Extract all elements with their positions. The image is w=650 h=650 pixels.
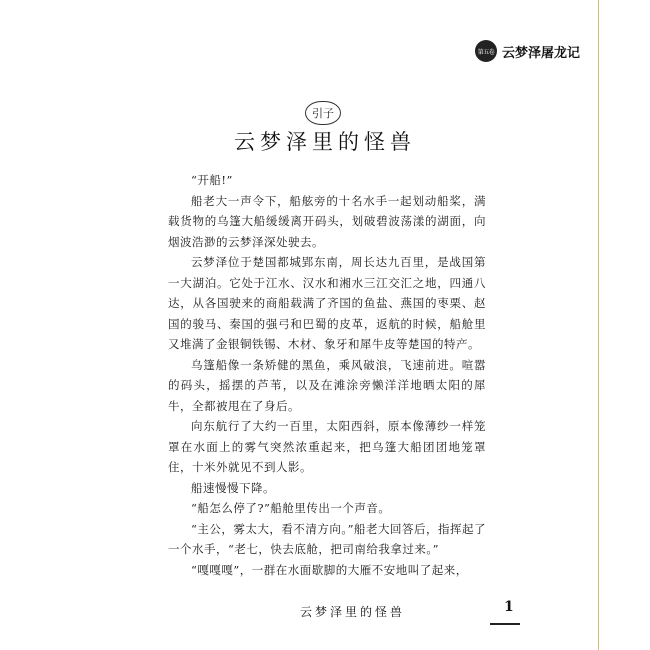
running-footer [300, 599, 520, 623]
paragraph: “开船!” [191, 173, 233, 187]
paragraph: 乌篷船像一条矫健的黑鱼，乘风破浪，飞速前进。喧嚣的码头，摇摆的芦苇，以及在滩涂旁懒洋洋地晒太阳的犀牛，全都被甩在了身后。 [168, 357, 486, 413]
paragraph: 船速慢慢下降。 [191, 480, 275, 495]
paragraph: 向东航行了大约一百里，太阳西斜，原本像薄纱一样笼罩在水面上的雾气突然浓重起来，把乌篷大船团团地笼罩住，十米外就见不到人影。 [168, 419, 486, 474]
footer-chapter-title: 云梦泽里的怪兽 [300, 605, 406, 619]
chapter-tag: 引子 [305, 101, 341, 125]
paragraph: 云梦泽位于楚国都城郢东南，周长达九百里，是战国第一大湖泊。它处于江水、汉水和湘水三江交汇之地，四通八达，从各国驶来的商船载满了齐国的鱼盐、燕国的枣栗、赵国的骏马、秦国的强弓和巴蜀的皮革，返航的时候，船舱里又堆满了金银铜铁锡、木材、象牙和犀牛皮等楚国的特产。 [168, 255, 486, 351]
page-edge-line [598, 0, 599, 650]
book-title: 云梦泽屠龙记 [501, 45, 580, 61]
paragraph: “船怎么停了?”船舱里传出一个声音。 [191, 501, 391, 515]
body-text [168, 170, 486, 580]
chapter-title: 云梦泽里的怪兽 [234, 130, 416, 154]
paragraph: “主公，雾太大，看不清方向。”船老大回答后，指挥起了一个水手，“老七，快去底舱，把司南给我拿过来。” [168, 521, 487, 556]
page-number: 1 [504, 599, 514, 615]
paragraph: “嘎嘎嘎”，一群在水面歇脚的大雁不安地叫了起来， [191, 562, 468, 577]
running-header [475, 40, 580, 62]
paragraph: 船老大一声令下，船舷旁的十名水手一起划动船桨，满载货物的乌篷大船缓缓离开码头，划破碧波荡漾的湖面，向烟波浩渺的云梦泽深处驶去。 [168, 193, 486, 249]
volume-badge: 第五卷 [475, 40, 497, 62]
footer-rule [490, 623, 520, 625]
